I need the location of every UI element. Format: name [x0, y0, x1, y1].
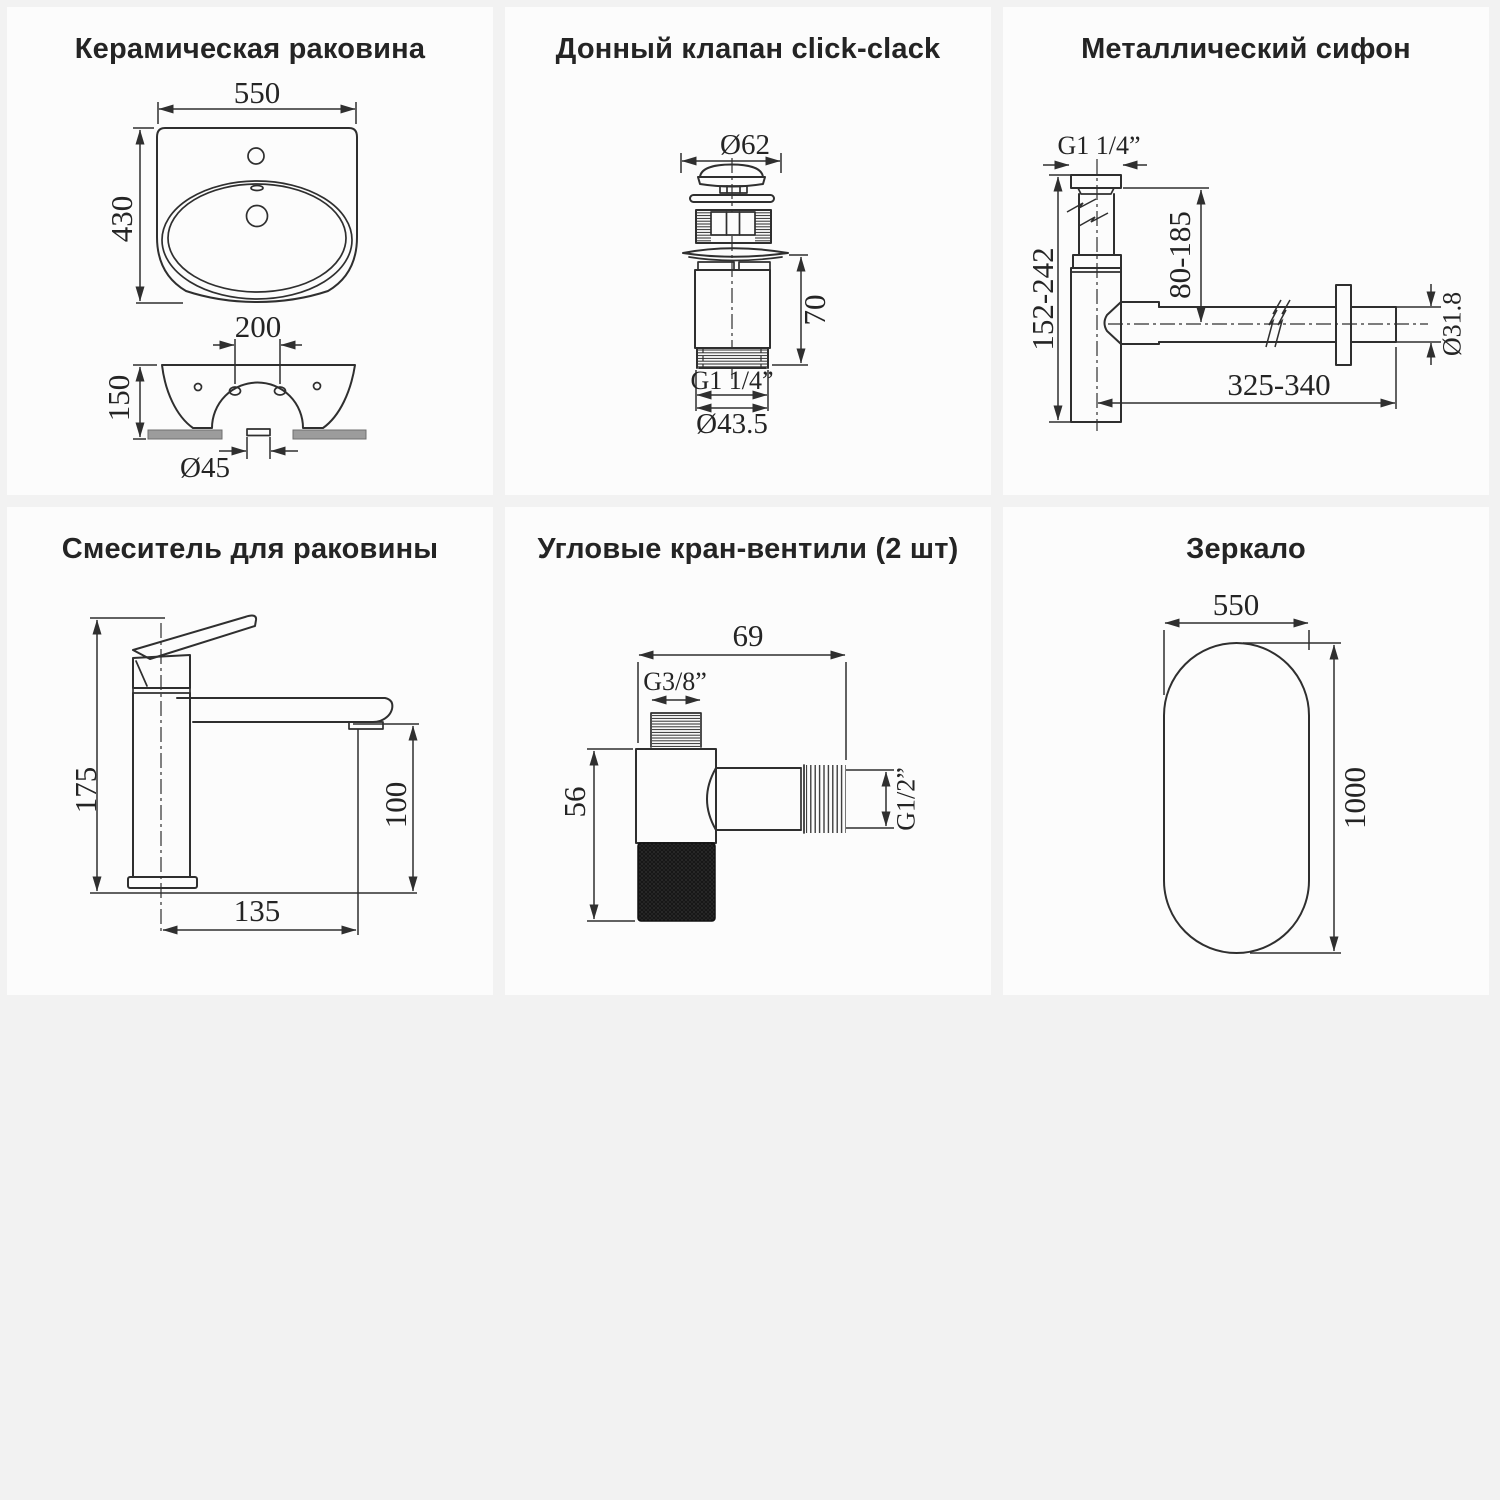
sink-front-view: [148, 365, 366, 439]
angle-valve-inlet-thread-label: G3/8”: [643, 667, 707, 696]
panel-drain-valve: [505, 7, 991, 495]
overflow-slot: [251, 186, 263, 191]
valve-height-label: 70: [797, 294, 833, 326]
dim-angle-valve-height: [557, 749, 635, 921]
siphon-pipe-diameter-label: Ø31.8: [1437, 291, 1467, 357]
dim-mixer-spout-height: [353, 724, 419, 891]
valve-thread-diameter-label: Ø43.5: [696, 408, 768, 440]
siphon-inlet-thread-label: G1 1/4”: [1057, 131, 1141, 160]
dim-sink-hole-spacing: [213, 309, 302, 384]
sink-drawing: [7, 7, 493, 495]
dim-siphon-height-range: [1025, 175, 1071, 422]
dim-sink-height: [101, 365, 157, 439]
mirror-width-label: 550: [1212, 587, 1260, 622]
panel-title-drain-valve: Донный клапан click-clack: [555, 33, 941, 65]
basin-inner-oval: [168, 184, 346, 292]
siphon-height-range-label: 152-242: [1025, 247, 1061, 351]
dim-sink-width: [158, 75, 356, 124]
siphon-inlet-depth-label: 80-185: [1162, 211, 1198, 299]
mixer-base: [128, 877, 197, 888]
faucet-hole: [248, 148, 264, 164]
mount-bar-left: [148, 430, 222, 439]
dim-sink-drain: [180, 437, 298, 484]
angle-valve-width-label: 69: [732, 618, 764, 653]
mirror-drawing: [1003, 507, 1489, 995]
angle-valve-drawing: [505, 507, 991, 995]
panel-title-mixer: Смеситель для раковины: [61, 533, 439, 565]
valve-body: [683, 165, 788, 369]
sink-drain-label: Ø45: [180, 452, 230, 484]
panel-title-angle-valves: Угловые кран-вентили (2 шт): [537, 533, 959, 565]
mixer-drawing: [7, 507, 493, 995]
panel-angle-valves: [505, 507, 991, 995]
dim-valve-thread: [690, 366, 773, 440]
mixer-spout: [177, 698, 392, 722]
valve-thread-label: G1 1/4”: [690, 366, 774, 395]
dim-valve-height: [772, 255, 832, 365]
panel-ceramic-sink: [7, 7, 493, 495]
dim-mixer-spout-reach: [163, 729, 358, 935]
sink-hole-spacing-label: 200: [234, 309, 282, 344]
dim-mirror-width: [1164, 587, 1309, 695]
dim-angle-valve-outlet-thread: [846, 767, 921, 831]
wall-escutcheon: [1336, 285, 1351, 365]
panel-mixer: [7, 507, 493, 995]
mirror-outline: [1164, 643, 1309, 953]
basin-outer-oval: [162, 181, 352, 299]
panel-title-sink: Керамическая раковина: [74, 33, 426, 65]
mixer-spout-reach-label: 135: [233, 893, 281, 928]
dim-siphon-inlet-thread: [1043, 131, 1147, 165]
angle-valve-height-label: 56: [557, 786, 593, 818]
dim-mirror-height: [1243, 643, 1372, 953]
angle-valve-outlet-thread-label: G1/2”: [891, 767, 921, 831]
valve-cap-label: Ø62: [720, 129, 770, 161]
angle-valve-body: [636, 713, 846, 921]
aerator: [349, 722, 383, 729]
sink-width-label: 550: [233, 75, 281, 110]
mixer-spout-height-label: 100: [378, 781, 414, 829]
siphon-length-label: 325-340: [1227, 367, 1331, 402]
mirror-height-label: 1000: [1337, 767, 1373, 829]
valve-handle-knurled: [638, 843, 715, 921]
drain-stub: [247, 429, 270, 436]
drain-valve-drawing: [505, 7, 991, 495]
outlet-thread: [806, 765, 846, 833]
panel-title-mirror: Зеркало: [1186, 533, 1306, 565]
dim-angle-valve-inlet-thread: [643, 667, 707, 700]
dim-valve-cap: [681, 129, 781, 173]
panel-title-siphon: Металлический сифон: [1081, 33, 1411, 65]
panel-mirror: [1003, 507, 1489, 995]
mixer-total-height-label: 175: [68, 766, 104, 814]
panel-siphon: [1003, 7, 1489, 495]
sink-depth-label: 430: [104, 195, 140, 243]
mixer-body: [90, 616, 417, 893]
siphon-drawing: [1003, 7, 1489, 495]
mount-bar-right: [293, 430, 366, 439]
mixer-lever: [133, 616, 256, 659]
sink-top-view: [157, 128, 357, 302]
sink-height-label: 150: [101, 374, 137, 422]
drain-hole: [247, 206, 268, 227]
